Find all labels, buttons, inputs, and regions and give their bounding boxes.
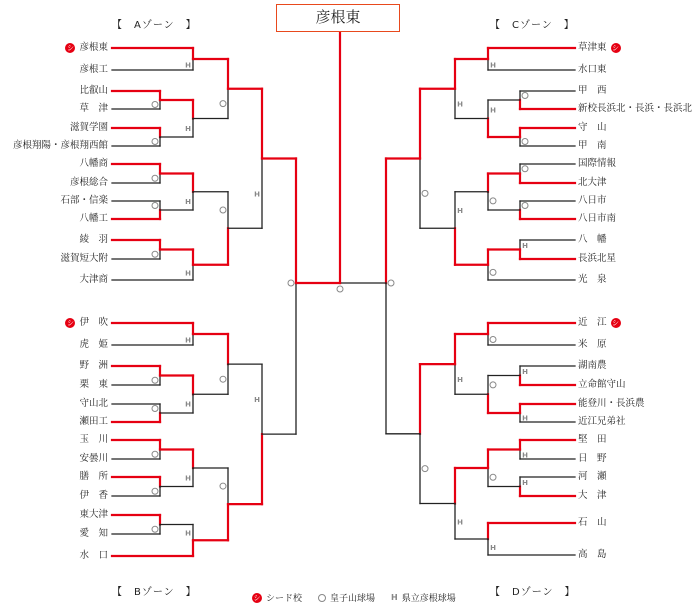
kogeyama-venue-icon: [490, 337, 496, 343]
team-name: [79, 158, 108, 170]
hikone-venue-icon: H: [522, 241, 528, 250]
team-label: 比叡山: [79, 85, 108, 96]
champion-name: 彦根東: [315, 8, 361, 26]
kogeyama-venue-icon: [490, 198, 496, 204]
zone-d-label: 【 Dゾーン 】: [490, 587, 576, 598]
team-label: 光 泉: [578, 274, 607, 285]
team-name: [79, 85, 108, 97]
seed-mark-icon: シ: [612, 44, 620, 52]
zone-b-label: 【 Bゾーン 】: [112, 587, 197, 598]
team-name: [79, 398, 108, 410]
team-name: [70, 177, 108, 189]
team-label: 膳 所: [79, 471, 108, 482]
hikone-h-icon: H: [391, 593, 398, 602]
champion-box: [276, 4, 400, 32]
team-label: 彦根工: [79, 64, 108, 75]
legend: [252, 591, 456, 604]
team-name: [578, 517, 607, 529]
team-label: 八 幡: [578, 234, 607, 245]
team-name: [578, 42, 620, 54]
team-label: 八幡工: [79, 213, 108, 224]
kogeyama-venue-icon: [490, 474, 496, 480]
team-name: [578, 360, 607, 372]
team-name: [66, 317, 108, 329]
team-label: 瀬田工: [79, 416, 108, 427]
hikone-venue-icon: H: [185, 529, 191, 538]
team-name: [578, 177, 607, 189]
team-name: [79, 509, 108, 521]
team-label: 伊 吹: [79, 317, 108, 328]
kogeyama-venue-icon: [152, 203, 158, 209]
team-label: 滋賀短大附: [60, 253, 108, 264]
hikone-venue-icon: H: [522, 451, 528, 460]
team-label: 東大津: [79, 509, 108, 520]
team-label: 大津商: [79, 274, 108, 285]
hikone-venue-icon: H: [185, 124, 191, 133]
team-label: 彦根東: [79, 42, 108, 53]
team-name: [578, 64, 607, 76]
zone-c-label: 【 Cゾーン 】: [490, 20, 575, 31]
hikone-venue-icon: H: [490, 106, 496, 115]
kogeyama-venue-icon: [152, 526, 158, 532]
team-name: [578, 158, 616, 170]
kogeyama-venue-icon: [152, 102, 158, 108]
team-label: 守 山: [578, 122, 607, 133]
team-label: 安曇川: [79, 453, 108, 464]
kogeyama-venue-icon: [152, 175, 158, 181]
team-label: 草津東: [578, 42, 607, 53]
seed-mark-icon: シ: [66, 44, 74, 52]
team-label: 八日市南: [578, 213, 617, 224]
team-name: [66, 42, 108, 54]
team-name: [578, 122, 607, 134]
team-label: 近 江: [578, 317, 607, 328]
team-name: [578, 471, 607, 483]
seed-mark-icon: シ: [612, 319, 620, 327]
team-label: 立命館守山: [578, 379, 626, 390]
hikone-venue-icon: H: [185, 197, 191, 206]
team-label: 堅 田: [578, 434, 607, 445]
kogeyama-venue-icon: [152, 139, 158, 145]
kogeyama-venue-icon: [220, 376, 226, 382]
hikone-venue-icon: H: [185, 400, 191, 409]
kogeyama-venue-icon: [490, 269, 496, 275]
team-name: [578, 85, 607, 97]
hikone-venue-icon: H: [185, 269, 191, 278]
hikone-venue-icon: H: [522, 367, 528, 376]
team-name: [578, 490, 607, 502]
team-name: [70, 122, 108, 134]
team-name: [578, 195, 607, 207]
team-name: [578, 274, 607, 286]
team-name: [578, 549, 607, 561]
team-label: 甲 西: [578, 85, 607, 96]
hikone-venue-icon: H: [254, 190, 260, 199]
hikone-venue-icon: H: [522, 414, 528, 423]
team-label: 北大津: [578, 177, 607, 188]
team-name: [79, 550, 108, 562]
team-label: 湖南農: [578, 360, 607, 371]
team-label: 彦根翔陽・彦根翔西館: [12, 140, 108, 151]
team-name: [60, 195, 108, 207]
team-name: [578, 234, 607, 246]
team-name: [578, 140, 607, 152]
team-name: [13, 140, 108, 152]
kogeyama-venue-icon: [152, 406, 158, 412]
team-name: [79, 453, 108, 465]
hikone-venue-icon: H: [490, 61, 496, 70]
team-label: 甲 南: [578, 140, 607, 151]
hikone-venue-icon: H: [254, 396, 260, 405]
team-name: [79, 434, 108, 446]
kogeyama-venue-icon: [220, 101, 226, 107]
team-name: [578, 379, 626, 391]
team-name: [60, 253, 108, 265]
kogeyama-venue-icon: [152, 377, 158, 383]
team-name: [79, 360, 108, 372]
team-name: [578, 339, 607, 351]
legend-hikone-label: 県立彦根球場: [401, 594, 456, 604]
seed-mark-icon: シ: [66, 319, 74, 327]
team-label: 八日市: [578, 195, 607, 206]
team-label: 栗 東: [79, 379, 108, 390]
kogeyama-venue-icon: [152, 251, 158, 257]
team-name: [79, 213, 108, 225]
team-name: [578, 398, 645, 410]
hikone-venue-icon: H: [185, 336, 191, 345]
team-label: 綾 羽: [79, 234, 108, 245]
legend-seed-label: シード校: [266, 594, 303, 604]
team-name: [578, 253, 616, 265]
team-name: [578, 453, 607, 465]
team-label: 能登川・長浜農: [578, 398, 645, 409]
team-label: 愛 知: [79, 528, 108, 539]
team-name: [79, 379, 108, 391]
team-name: [578, 416, 626, 428]
team-label: 水 口: [79, 550, 108, 561]
team-name: [79, 490, 108, 502]
team-name: [578, 103, 692, 115]
team-label: 米 原: [578, 339, 607, 350]
team-label: 河 瀬: [578, 471, 607, 482]
team-name: [578, 434, 607, 446]
hikone-venue-icon: H: [185, 474, 191, 483]
team-label: 守山北: [79, 398, 108, 409]
hikone-venue-icon: H: [522, 478, 528, 487]
hikone-venue-icon: H: [457, 207, 463, 215]
kogeyama-venue-icon: [522, 203, 528, 209]
team-name: [79, 103, 108, 115]
kogeyama-venue-icon: [220, 207, 226, 213]
team-label: 玉 川: [79, 434, 108, 445]
team-label: 滋賀学園: [69, 122, 108, 133]
hikone-venue-icon: H: [457, 518, 463, 527]
team-label: 草 津: [79, 103, 108, 114]
team-name: [79, 64, 108, 76]
team-label: 水口東: [578, 64, 607, 75]
team-name: [79, 471, 108, 483]
team-name: [578, 317, 620, 329]
team-label: 長浜北星: [578, 253, 617, 264]
hikone-venue-icon: H: [185, 61, 191, 70]
team-name: [79, 234, 108, 246]
team-label: 新校長浜北・長浜・長浜北: [578, 103, 693, 114]
team-label: 虎 姫: [79, 339, 108, 350]
team-label: 石部・信楽: [60, 195, 108, 206]
team-name: [79, 339, 108, 351]
kogeyama-venue-icon: [522, 139, 528, 145]
kogeyama-venue-icon: [388, 280, 394, 286]
kogeyama-venue-icon: [490, 382, 496, 388]
team-label: 大 津: [578, 490, 607, 501]
seed-mark-icon: シ: [253, 593, 261, 602]
team-label: 国際情報: [578, 158, 617, 169]
kogeyama-venue-icon: [522, 166, 528, 172]
kogeyama-venue-icon: [288, 280, 294, 286]
team-label: 八幡商: [79, 158, 108, 169]
kogeyama-venue-icon: [220, 483, 226, 489]
team-name: [578, 213, 616, 225]
team-label: 伊 香: [79, 490, 108, 501]
hikone-venue-icon: H: [490, 544, 496, 552]
kogeyama-venue-icon: [337, 286, 343, 292]
team-label: 近江兄弟社: [578, 416, 626, 427]
hikone-venue-icon: H: [457, 100, 463, 109]
zone-a-label: 【 Aゾーン 】: [112, 20, 197, 31]
kogeyama-venue-icon: [152, 488, 158, 494]
team-label: 高 島: [578, 549, 607, 560]
team-label: 日 野: [578, 453, 607, 464]
team-label: 石 山: [578, 517, 607, 528]
legend-kogeyama-label: 皇子山球場: [330, 594, 376, 604]
kogeyama-circle-icon: [318, 594, 326, 602]
team-label: 彦根総合: [69, 177, 108, 188]
team-label: 野 洲: [79, 360, 108, 371]
kogeyama-venue-icon: [152, 451, 158, 457]
hikone-venue-icon: H: [457, 376, 463, 385]
team-name: [79, 528, 108, 540]
kogeyama-venue-icon: [522, 93, 528, 99]
team-name: [79, 416, 108, 428]
kogeyama-venue-icon: [422, 466, 428, 472]
team-name: [79, 274, 108, 286]
kogeyama-venue-icon: [422, 190, 428, 196]
